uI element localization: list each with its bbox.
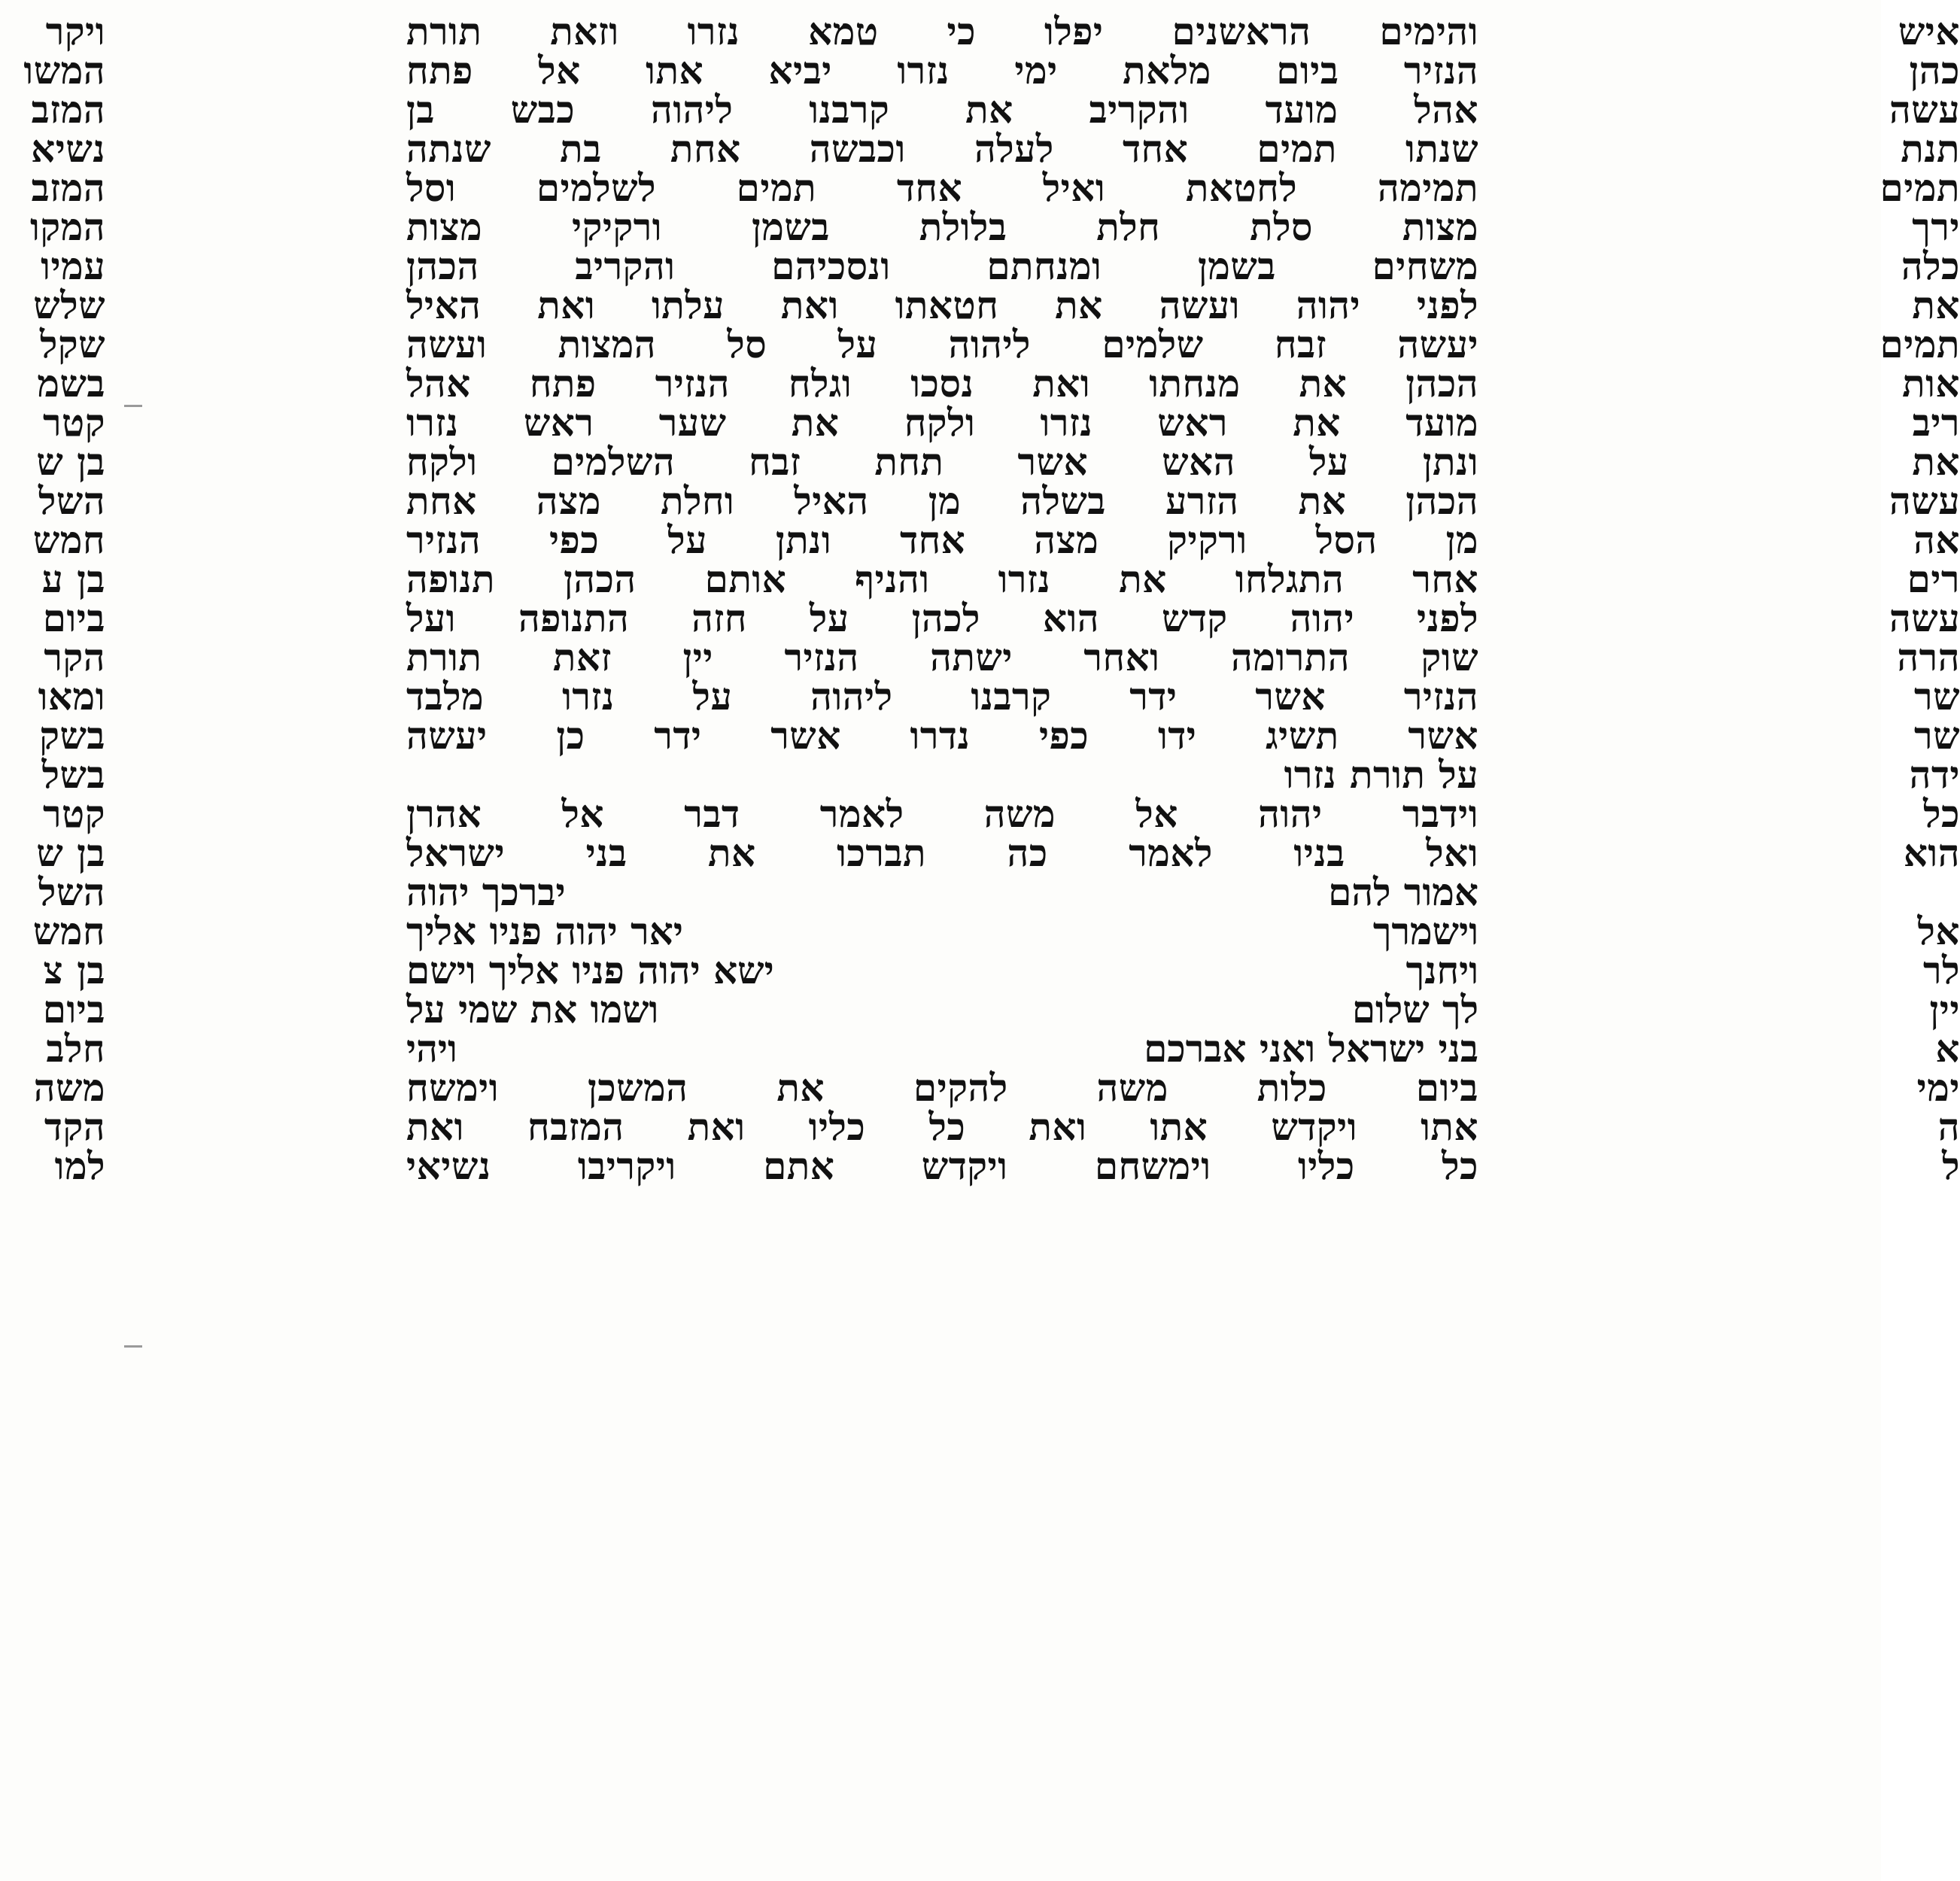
text-line: מועד את ראש נזרו ולקח את שער ראש נזרו <box>406 400 1478 445</box>
text-line-left-part: ושמו את שמי על <box>406 987 659 1032</box>
text-line: כהן <box>1909 48 1960 93</box>
text-line: את <box>1912 439 1960 484</box>
text-line-right-part: לך שלום <box>1351 987 1478 1032</box>
text-line: יין <box>1929 987 1960 1032</box>
text-line: אשר תשיג ידו כפי נדרו אשר ידר כן יעשה <box>406 713 1478 758</box>
text-line: הקד <box>44 1105 105 1149</box>
text-line: בן צ <box>43 948 105 992</box>
text-line: עשה <box>1889 596 1960 640</box>
text-line: תמים <box>1879 166 1960 210</box>
text-line: משה <box>33 1065 105 1110</box>
text-line-right-part: ויחנך <box>1405 948 1478 992</box>
text-line: שר <box>1914 674 1960 719</box>
text-line: אהל מועד והקריב את קרבנו ליהוה כבש בן <box>406 87 1478 132</box>
margin-tick-mark <box>124 1345 142 1348</box>
text-line: ביום כלות משה להקים את המשכן וימשח <box>406 1065 1478 1110</box>
text-line: תנת <box>1901 126 1960 171</box>
text-line: ביום <box>42 987 105 1032</box>
text-line: לפני יהוה קדש הוא לכהן על חזה התנופה ועל <box>406 596 1478 640</box>
text-line: אחר התגלחו את נזרו והניף אותם הכהן תנופה <box>406 557 1478 601</box>
text-line: המקו <box>30 205 105 249</box>
text-line: הוא <box>1903 831 1960 875</box>
text-line: המשו <box>23 48 105 93</box>
text-line: חלב <box>46 1026 105 1071</box>
text-line: אל <box>1917 909 1960 953</box>
text-line: השל <box>38 870 105 914</box>
text-line: ביום <box>42 596 105 640</box>
text-line: עשה <box>1889 479 1960 523</box>
text-line: ונתן על האש אשר תחת זבח השלמים ולקח <box>406 439 1478 484</box>
text-line: תמימה לחטאת ואיל אחד תמים לשלמים וסל <box>406 166 1478 210</box>
text-line: מן הסל ורקיק מצה אחד ונתן על כפי הנזיר <box>406 518 1478 562</box>
text-line: בן ש <box>36 439 105 484</box>
text-line: הרה <box>1897 635 1960 679</box>
text-line: חמש <box>32 518 105 562</box>
text-line: בשק <box>39 713 105 758</box>
text-line: הכהן את הזרע בשלה מן האיל וחלת מצה אחת <box>406 479 1478 523</box>
text-line-right-part: וישמרך <box>1372 909 1478 953</box>
text-line: כל כליו וימשחם ויקדש אתם ויקריבו נשיאי <box>406 1144 1478 1188</box>
text-line: עשה <box>1889 87 1960 132</box>
text-line-left-part: ויהי <box>406 1026 457 1071</box>
text-line: אות <box>1902 361 1960 406</box>
text-line: בשמ <box>37 361 105 406</box>
text-line: בן ע <box>41 557 105 601</box>
text-line: קטר <box>42 792 105 836</box>
text-line: שוק התרומה ואחר ישתה הנזיר יין זאת תורת <box>406 635 1478 679</box>
text-line-left-part: יאר יהוה פניו אליך <box>406 909 683 953</box>
text-line: מצות סלת חלת בלולת בשמן ורקיקי מצות <box>406 205 1478 249</box>
text-line: ימי <box>1916 1065 1960 1110</box>
text-line: בן ש <box>36 831 105 875</box>
margin-tick-mark <box>124 405 142 407</box>
text-line: ל <box>1942 1144 1960 1188</box>
text-line: ויקר <box>45 9 105 53</box>
text-line: והימים הראשנים יפלו כי טמא נזרו וזאת תורת <box>406 9 1478 53</box>
text-line: יעשה זבח שלמים ליהוה על סל המצות ועשה <box>406 322 1478 366</box>
text-line: ה <box>1937 1105 1960 1149</box>
text-line: שלש <box>33 283 105 327</box>
text-line: ירך <box>1912 205 1960 249</box>
text-line: בשל <box>41 752 105 797</box>
text-line: כל <box>1923 792 1960 836</box>
text-line: ריב <box>1912 400 1960 445</box>
text-line-right-part: בני ישראל ואני אברכם <box>1144 1026 1478 1071</box>
text-line-left-part: ישא יהוה פניו אליך וישם <box>406 948 774 992</box>
text-line: הקר <box>44 635 105 679</box>
text-line: איש <box>1898 9 1960 53</box>
text-line: וידבר יהוה אל משה לאמר דבר אל אהרן <box>406 792 1478 836</box>
text-line: השל <box>38 479 105 523</box>
text-line: כלה <box>1901 244 1960 288</box>
text-line: שנתו תמים אחד לעלה וכבשה אחת בת שנתה <box>406 126 1478 171</box>
text-line: שקל <box>39 322 105 366</box>
text-line: חמש <box>32 909 105 953</box>
text-line: את <box>1912 283 1960 327</box>
text-line: משחים בשמן ומנחתם ונסכיהם והקריב הכהן <box>406 244 1478 288</box>
text-line: ואל בניו לאמר כה תברכו את בני ישראל <box>406 831 1478 875</box>
text-line-right-part: אמור להם <box>1328 870 1478 914</box>
text-line: קטר <box>42 400 105 445</box>
text-line-left-part: יברכך יהוה <box>406 870 566 914</box>
text-line: לר <box>1923 948 1960 992</box>
text-line: למו <box>54 1144 105 1188</box>
text-line: עמיו <box>41 244 105 288</box>
text-line: ומאו <box>38 674 105 719</box>
text-line: המזב <box>31 87 105 132</box>
text-line: נשיא <box>31 126 105 171</box>
text-line: שר <box>1914 713 1960 758</box>
text-line: הנזיר אשר ידר קרבנו ליהוה על נזרו מלבד <box>406 674 1478 719</box>
text-line: המזב <box>31 166 105 210</box>
text-line: אה <box>1913 518 1960 562</box>
text-line: אתו ויקדש אתו ואת כל כליו ואת המזבח ואת <box>406 1105 1478 1149</box>
text-line: הנזיר ביום מלאת ימי נזרו יביא אתו אל פתח <box>406 48 1478 93</box>
text-line: ידה <box>1909 752 1960 797</box>
text-line: לפני יהוה ועשה את חטאתו ואת עלתו ואת האיל <box>406 283 1478 327</box>
text-line: תמים <box>1879 322 1960 366</box>
text-line: הכהן את מנחתו ואת נסכו וגלח הנזיר פתח אהל <box>406 361 1478 406</box>
text-line: על תורת נזרו <box>1284 752 1478 797</box>
text-line: רים <box>1907 557 1960 601</box>
text-line: א <box>1935 1026 1960 1071</box>
